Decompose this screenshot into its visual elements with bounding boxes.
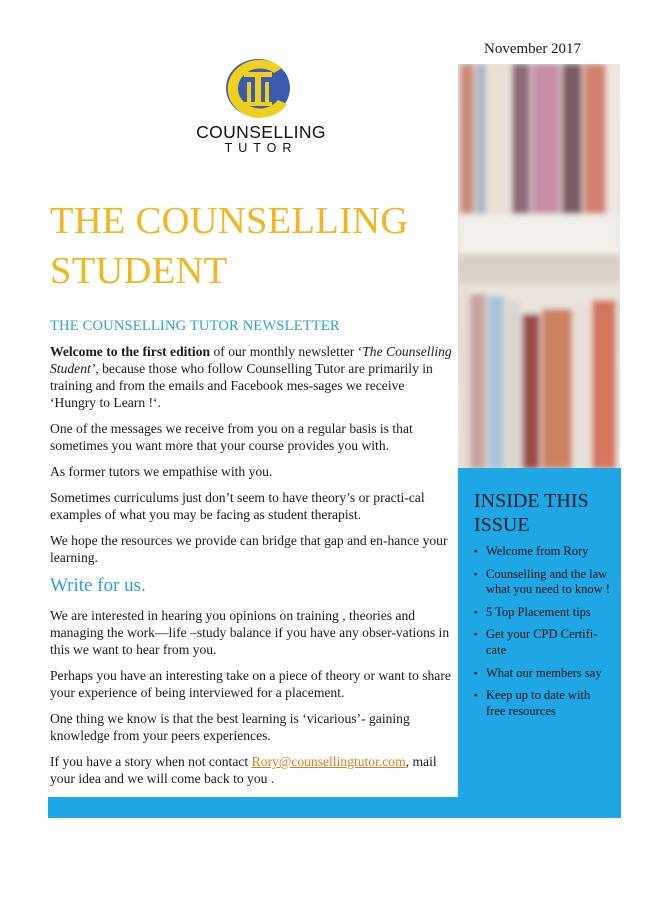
list-item: ▪ Get your CPD Certifi-cate (472, 627, 612, 658)
contact-email-link[interactable]: Rory@counsellingtutor.com (251, 754, 406, 769)
body-paragraph: One thing we know is that the best learning is ‘vicarious’- gaining knowledge from your peers experiences. (50, 711, 410, 743)
body-paragraph: We are interested in hearing you opinions on training , theories and managing the work—life –study balance if you have any obser-vations in this we want to hear from you. (50, 608, 450, 657)
list-item: ▪ Keep up to date with free resources (472, 688, 612, 719)
issue-contents-list (472, 544, 612, 726)
contact-paragraph (50, 753, 453, 787)
intro-paragraph (50, 343, 453, 411)
body-paragraph: As former tutors we empathise with you. (50, 464, 273, 479)
contact-text: , mail your idea and we will come back to you . (50, 754, 437, 786)
intro-lead: Welcome to the first edition (50, 344, 211, 359)
bookshelf-photo (458, 64, 620, 468)
body-paragraph: We hope the resources we provide can bridge that gap and en-hance your learning. (50, 533, 448, 565)
body-paragraph: Sometimes curriculums just don’t seem to have theory’s or practi-cal examples of what you may be facing as student therapist. (50, 490, 425, 522)
issue-date: November 2017 (484, 41, 582, 57)
inside-issue-title: INSIDE THIS ISSUE (474, 490, 589, 536)
logo-wordmark-top: COUNSELLING (196, 122, 326, 142)
list-item: ▪ 5 Top Placement tips (472, 605, 612, 621)
write-for-us-heading: Write for us. (50, 575, 146, 596)
intro-text: of our monthly newsletter ‘ (210, 344, 363, 359)
article-body (50, 343, 453, 796)
list-item: ▪ Counselling and the law what you need to know ! (472, 567, 612, 598)
newsletter-subtitle: THE COUNSELLING TUTOR NEWSLETTER (50, 318, 340, 334)
logo-wordmark-bottom: TUTOR (224, 141, 298, 155)
list-item: ▪ Welcome from Rory (472, 544, 612, 560)
newsletter-title: THE COUNSELLING STUDENT (50, 200, 409, 292)
footer-bar (48, 797, 458, 818)
body-paragraph: One of the messages we receive from you on a regular basis is that sometimes you want more that your course provides you with. (50, 421, 413, 453)
list-item: ▪ What our members say (472, 666, 612, 682)
contact-text: If you have a story when not contact (50, 754, 252, 769)
body-paragraph: Perhaps you have an interesting take on a piece of theory or want to share your experience of being interviewed for a placement. (50, 668, 451, 700)
intro-text: , because those who follow Counselling Tutor are primarily in training and from the emails and Facebook mes-sages we receive ‘Hungry to Learn !‘. (50, 361, 433, 410)
intro-publication-name: The Counselling Student’ (50, 344, 452, 376)
